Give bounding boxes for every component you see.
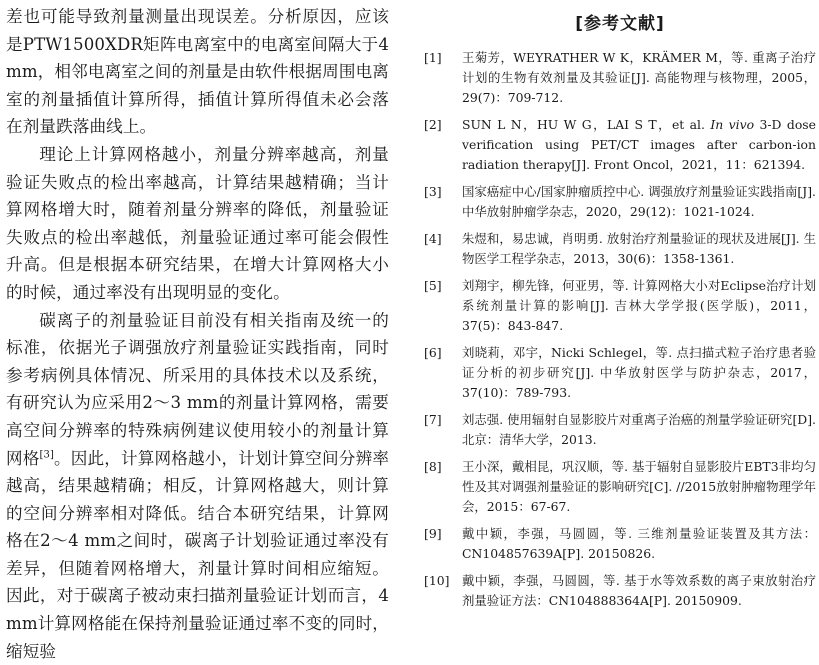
reference-number: [7] <box>424 412 442 427</box>
reference-text: 戴中颖，李强，马圆圆，等. 基于水等效系数的离子束放射治疗剂量验证方法：CN104888364A[P]. 20150909. <box>462 573 816 608</box>
reference-text: 刘志强. 使用辐射自显影胶片对重离子治癌的剂量学验证研究[D]. 北京：清华大学，2013. <box>462 412 816 447</box>
reference-number: [1] <box>424 50 442 65</box>
main-text-column <box>6 3 389 665</box>
reference-item <box>424 229 816 269</box>
reference-number: [3] <box>424 184 442 199</box>
reference-text: 王菊芳，WEYRATHER W K，KRÄMER M，等. 重离子治疗计划的生物有效剂量及其验证[J]. 高能物理与核物理，2005，29(7)：709-712. <box>462 50 816 105</box>
paragraph-3-text-after: 。因此，计算网格越小，计划计算空间分辨率越高，结果越精确；相反，计算网格越大，则计算的空间分辨率相对降低。结合本研究结果，计算网格在2～4 mm之间时，碳离子计划验证通过率没有差异，但随着网格增大，剂量计算时间相应缩短。因此，对于碳离子被动束扫描剂量验证计划而言，4 mm计算网格能在保持剂量验证通过率不变的同时，缩短验 <box>6 448 390 661</box>
paragraph-3-text-before: 碳离子的剂量验证目前没有相关指南及统一的标准，依据光子调强放疗剂量验证实践指南，同时参考病例具体情况、所采用的具体技术以及系统，有研究认为应采用2～3 mm的剂量计算网格，需要高空间分辨率的特殊病例建议使用较小的剂量计算网格 <box>6 310 389 468</box>
reference-text: 戴中颖，李强，马圆圆，等. 三维剂量验证装置及其方法：CN104857639A[P]. 20150826. <box>462 526 816 561</box>
reference-item <box>424 571 816 611</box>
paragraph-2: 理论上计算网格越小，剂量分辨率越高，剂量验证失败点的检出率越高，计算结果越精确；当计算网格增大时，随着剂量分辨率的降低，剂量验证失败点的检出率越低，剂量验证通过率可能会假性升高。但是根据本研究结果，在增大计算网格大小的时候，通过率没有出现明显的变化。 <box>6 144 389 302</box>
reference-number: [2] <box>424 117 442 132</box>
reference-text-pre: SUN L N，HU W G，LAI S T，et al. <box>462 117 711 132</box>
reference-item <box>424 182 816 222</box>
reference-number: [10] <box>424 573 450 588</box>
reference-number: [5] <box>424 278 442 293</box>
paragraph-1: 差也可能导致剂量测量出现误差。分析原因，应该是PTW1500XDR矩阵电离室中的电离室间隔大于4 mm，相邻电离室之间的剂量是由软件根据周围电离室的剂量插值计算所得，插值计算所得值未必会落在剂量跌落曲线上。 <box>6 7 389 137</box>
reference-text: 王小深，戴相昆，巩汉顺，等. 基于辐射自显影胶片EBT3非均匀性及其对调强剂量验证的影响研究[C]. //2015放射肿瘤物理学年会，2015：67-67. <box>462 459 816 514</box>
reference-number: [8] <box>424 459 442 474</box>
reference-item <box>424 524 816 564</box>
reference-item <box>424 276 816 336</box>
reference-text-italic: In vivo <box>710 117 755 132</box>
reference-number: [4] <box>424 231 442 246</box>
reference-text: 刘翔宇，柳先锋，何亚男，等. 计算网格大小对Eclipse治疗计划系统剂量计算的影响[J]. 吉林大学学报(医学版)，2011，37(5)：843-847. <box>462 278 816 333</box>
references-title: [参考文献] <box>575 14 665 34</box>
reference-text-post: 3-D dose verification using PET/CT images after carbon-ion radiation therapy[J]. Front Oncol，2021，11：621394. <box>462 117 816 172</box>
references-section <box>424 0 816 618</box>
reference-text <box>462 115 816 175</box>
reference-number: [6] <box>424 345 442 360</box>
reference-item <box>424 457 816 517</box>
reference-item <box>424 115 816 175</box>
reference-text: 朱煜和，易忠诚，肖明勇. 放射治疗剂量验证的现状及进展[J]. 生物医学工程学杂志，2013，30(6)：1358-1361. <box>462 231 816 266</box>
citation-3: [3] <box>39 448 54 460</box>
reference-item <box>424 343 816 403</box>
paragraph-3 <box>6 307 389 665</box>
reference-number: [9] <box>424 526 442 541</box>
reference-item <box>424 410 816 450</box>
reference-text: 国家癌症中心/国家肿瘤质控中心. 调强放疗剂量验证实践指南[J]. 中华放射肿瘤学杂志，2020，29(12)：1021-1024. <box>462 184 816 219</box>
reference-item <box>424 48 816 108</box>
reference-text: 刘晓莉，邓宇，Nicki Schlegel，等. 点扫描式粒子治疗患者验证分析的初步研究[J]. 中华放射医学与防护杂志，2017，37(10)：789-793. <box>462 345 816 400</box>
